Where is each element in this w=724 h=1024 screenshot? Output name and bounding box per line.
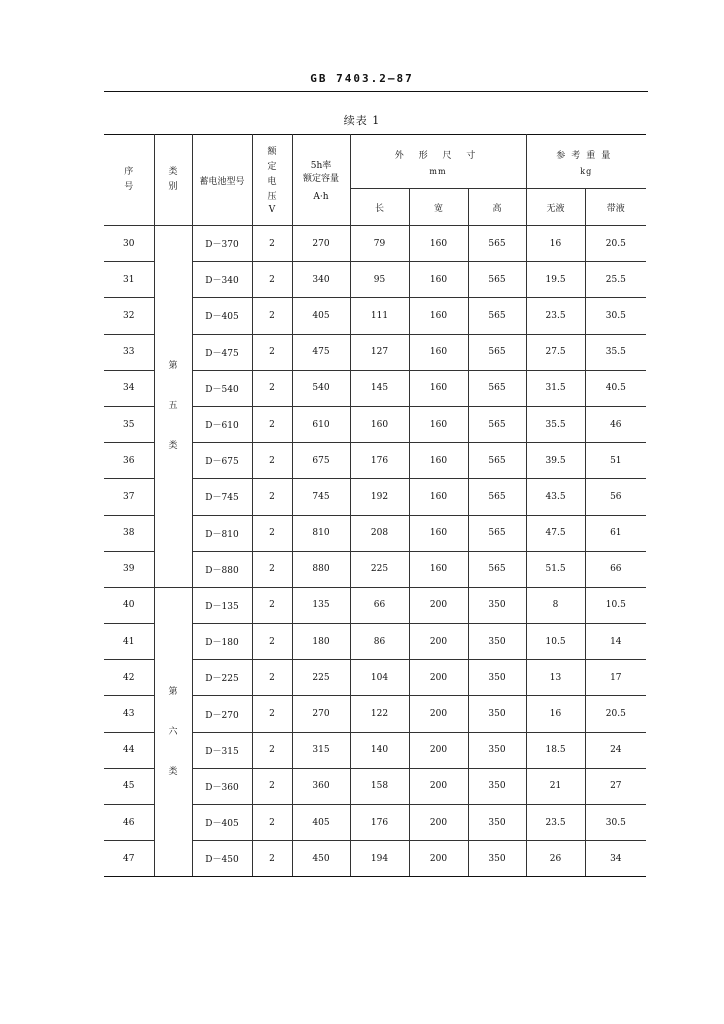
seq-cell: 34 xyxy=(104,370,154,406)
model-cell: D－540 xyxy=(192,370,252,406)
header-weight-unit: kg xyxy=(580,166,593,176)
capacity-cell: 810 xyxy=(292,515,350,551)
seq-cell: 37 xyxy=(104,479,154,515)
height-cell: 565 xyxy=(468,406,526,442)
dry-weight-cell: 13 xyxy=(526,660,585,696)
seq-cell: 39 xyxy=(104,551,154,587)
table-body xyxy=(104,226,646,877)
seq-cell: 31 xyxy=(104,262,154,298)
length-cell: 192 xyxy=(350,479,409,515)
model-cell: D－315 xyxy=(192,732,252,768)
voltage-cell: 2 xyxy=(252,226,292,262)
height-cell: 565 xyxy=(468,551,526,587)
category-label: 第五类 xyxy=(168,361,178,452)
voltage-cell: 2 xyxy=(252,515,292,551)
model-cell: D－675 xyxy=(192,443,252,479)
dry-weight-cell: 23.5 xyxy=(526,805,585,841)
width-cell: 160 xyxy=(409,334,468,370)
capacity-cell: 360 xyxy=(292,768,350,804)
seq-cell: 47 xyxy=(104,841,154,877)
capacity-cell: 270 xyxy=(292,696,350,732)
header-dimensions xyxy=(350,135,526,189)
model-cell: D－810 xyxy=(192,515,252,551)
length-cell: 160 xyxy=(350,406,409,442)
wet-weight-cell: 61 xyxy=(585,515,646,551)
wet-weight-cell: 27 xyxy=(585,768,646,804)
voltage-cell: 2 xyxy=(252,841,292,877)
voltage-cell: 2 xyxy=(252,805,292,841)
height-cell: 565 xyxy=(468,226,526,262)
length-cell: 95 xyxy=(350,262,409,298)
wet-weight-cell: 30.5 xyxy=(585,298,646,334)
length-cell: 86 xyxy=(350,624,409,660)
wet-weight-cell: 14 xyxy=(585,624,646,660)
seq-cell: 43 xyxy=(104,696,154,732)
wet-weight-cell: 35.5 xyxy=(585,334,646,370)
header-seq-label: 序号 xyxy=(124,167,134,192)
width-cell: 160 xyxy=(409,515,468,551)
capacity-cell: 340 xyxy=(292,262,350,298)
header-dimensions-unit: mm xyxy=(429,166,447,176)
header-dry-weight: 无液 xyxy=(526,189,585,226)
header-width: 宽 xyxy=(409,189,468,226)
width-cell: 160 xyxy=(409,443,468,479)
length-cell: 111 xyxy=(350,298,409,334)
seq-cell: 36 xyxy=(104,443,154,479)
height-cell: 350 xyxy=(468,768,526,804)
capacity-cell: 880 xyxy=(292,551,350,587)
dry-weight-cell: 21 xyxy=(526,768,585,804)
wet-weight-cell: 10.5 xyxy=(585,587,646,623)
capacity-cell: 405 xyxy=(292,805,350,841)
voltage-cell: 2 xyxy=(252,551,292,587)
wet-weight-cell: 34 xyxy=(585,841,646,877)
height-cell: 565 xyxy=(468,479,526,515)
model-cell: D－610 xyxy=(192,406,252,442)
wet-weight-cell: 24 xyxy=(585,732,646,768)
height-cell: 565 xyxy=(468,370,526,406)
seq-cell: 32 xyxy=(104,298,154,334)
voltage-cell: 2 xyxy=(252,334,292,370)
voltage-cell: 2 xyxy=(252,660,292,696)
model-cell: D－225 xyxy=(192,660,252,696)
model-cell: D－370 xyxy=(192,226,252,262)
dry-weight-cell: 18.5 xyxy=(526,732,585,768)
height-cell: 565 xyxy=(468,443,526,479)
seq-cell: 35 xyxy=(104,406,154,442)
table-row xyxy=(104,226,646,262)
voltage-cell: 2 xyxy=(252,696,292,732)
length-cell: 158 xyxy=(350,768,409,804)
dry-weight-cell: 23.5 xyxy=(526,298,585,334)
capacity-cell: 675 xyxy=(292,443,350,479)
voltage-cell: 2 xyxy=(252,587,292,623)
table-row xyxy=(104,587,646,623)
length-cell: 145 xyxy=(350,370,409,406)
dry-weight-cell: 16 xyxy=(526,226,585,262)
capacity-cell: 270 xyxy=(292,226,350,262)
wet-weight-cell: 25.5 xyxy=(585,262,646,298)
header-category xyxy=(154,135,192,226)
model-cell: D－450 xyxy=(192,841,252,877)
category-label: 第六类 xyxy=(168,687,178,778)
wet-weight-cell: 17 xyxy=(585,660,646,696)
model-cell: D－405 xyxy=(192,298,252,334)
height-cell: 350 xyxy=(468,732,526,768)
dry-weight-cell: 10.5 xyxy=(526,624,585,660)
model-cell: D－475 xyxy=(192,334,252,370)
model-cell: D－745 xyxy=(192,479,252,515)
header-capacity-unit: A·h xyxy=(313,192,329,202)
length-cell: 66 xyxy=(350,587,409,623)
header-capacity xyxy=(292,135,350,226)
length-cell: 79 xyxy=(350,226,409,262)
battery-spec-table xyxy=(104,134,646,877)
dry-weight-cell: 35.5 xyxy=(526,406,585,442)
wet-weight-cell: 20.5 xyxy=(585,226,646,262)
header-voltage xyxy=(252,135,292,226)
header-category-label: 类别 xyxy=(168,167,178,192)
width-cell: 160 xyxy=(409,262,468,298)
wet-weight-cell: 51 xyxy=(585,443,646,479)
header-seq xyxy=(104,135,154,226)
capacity-cell: 135 xyxy=(292,587,350,623)
dry-weight-cell: 39.5 xyxy=(526,443,585,479)
table-continued-caption: 续表 1 xyxy=(343,114,381,127)
model-cell: D－360 xyxy=(192,768,252,804)
capacity-cell: 315 xyxy=(292,732,350,768)
seq-cell: 46 xyxy=(104,805,154,841)
wet-weight-cell: 30.5 xyxy=(585,805,646,841)
capacity-cell: 225 xyxy=(292,660,350,696)
width-cell: 200 xyxy=(409,805,468,841)
header-length: 长 xyxy=(350,189,409,226)
dry-weight-cell: 8 xyxy=(526,587,585,623)
height-cell: 350 xyxy=(468,660,526,696)
width-cell: 200 xyxy=(409,660,468,696)
width-cell: 200 xyxy=(409,587,468,623)
height-cell: 565 xyxy=(468,262,526,298)
dry-weight-cell: 51.5 xyxy=(526,551,585,587)
voltage-cell: 2 xyxy=(252,479,292,515)
model-cell: D－880 xyxy=(192,551,252,587)
header-wet-weight: 带液 xyxy=(585,189,646,226)
header-voltage-label: 额定电压 xyxy=(267,147,277,202)
voltage-cell: 2 xyxy=(252,406,292,442)
dry-weight-cell: 43.5 xyxy=(526,479,585,515)
height-cell: 565 xyxy=(468,515,526,551)
header-capacity-line1: 5h率 xyxy=(310,161,332,171)
wet-weight-cell: 66 xyxy=(585,551,646,587)
seq-cell: 42 xyxy=(104,660,154,696)
voltage-cell: 2 xyxy=(252,624,292,660)
wet-weight-cell: 20.5 xyxy=(585,696,646,732)
width-cell: 200 xyxy=(409,768,468,804)
category-cell xyxy=(154,587,192,877)
height-cell: 565 xyxy=(468,334,526,370)
width-cell: 160 xyxy=(409,298,468,334)
dry-weight-cell: 31.5 xyxy=(526,370,585,406)
height-cell: 350 xyxy=(468,587,526,623)
dry-weight-cell: 47.5 xyxy=(526,515,585,551)
width-cell: 160 xyxy=(409,479,468,515)
header-height: 高 xyxy=(468,189,526,226)
seq-cell: 44 xyxy=(104,732,154,768)
width-cell: 200 xyxy=(409,732,468,768)
width-cell: 200 xyxy=(409,624,468,660)
height-cell: 350 xyxy=(468,805,526,841)
voltage-cell: 2 xyxy=(252,443,292,479)
voltage-cell: 2 xyxy=(252,262,292,298)
dry-weight-cell: 19.5 xyxy=(526,262,585,298)
dry-weight-cell: 27.5 xyxy=(526,334,585,370)
capacity-cell: 405 xyxy=(292,298,350,334)
height-cell: 350 xyxy=(468,696,526,732)
model-cell: D－270 xyxy=(192,696,252,732)
model-cell: D－340 xyxy=(192,262,252,298)
category-cell xyxy=(154,226,192,588)
length-cell: 127 xyxy=(350,334,409,370)
length-cell: 140 xyxy=(350,732,409,768)
wet-weight-cell: 46 xyxy=(585,406,646,442)
length-cell: 225 xyxy=(350,551,409,587)
model-cell: D－135 xyxy=(192,587,252,623)
voltage-cell: 2 xyxy=(252,298,292,334)
width-cell: 200 xyxy=(409,841,468,877)
height-cell: 350 xyxy=(468,841,526,877)
capacity-cell: 540 xyxy=(292,370,350,406)
header-dimensions-label: 外 形 尺 寸 xyxy=(394,150,482,161)
length-cell: 122 xyxy=(350,696,409,732)
wet-weight-cell: 40.5 xyxy=(585,370,646,406)
capacity-cell: 745 xyxy=(292,479,350,515)
header-capacity-line2: 额定容量 xyxy=(302,174,339,184)
seq-cell: 41 xyxy=(104,624,154,660)
width-cell: 160 xyxy=(409,551,468,587)
dry-weight-cell: 26 xyxy=(526,841,585,877)
length-cell: 176 xyxy=(350,805,409,841)
header-weight-label: 参考重量 xyxy=(556,150,617,161)
voltage-cell: 2 xyxy=(252,768,292,804)
width-cell: 160 xyxy=(409,406,468,442)
height-cell: 350 xyxy=(468,624,526,660)
length-cell: 176 xyxy=(350,443,409,479)
header-model xyxy=(192,135,252,226)
seq-cell: 45 xyxy=(104,768,154,804)
voltage-cell: 2 xyxy=(252,732,292,768)
length-cell: 194 xyxy=(350,841,409,877)
seq-cell: 30 xyxy=(104,226,154,262)
capacity-cell: 475 xyxy=(292,334,350,370)
header-voltage-unit: V xyxy=(268,205,276,215)
header-model-label: 蓄电池型号 xyxy=(199,176,245,187)
seq-cell: 38 xyxy=(104,515,154,551)
model-cell: D－180 xyxy=(192,624,252,660)
height-cell: 565 xyxy=(468,298,526,334)
capacity-cell: 610 xyxy=(292,406,350,442)
dry-weight-cell: 16 xyxy=(526,696,585,732)
voltage-cell: 2 xyxy=(252,370,292,406)
width-cell: 160 xyxy=(409,226,468,262)
length-cell: 104 xyxy=(350,660,409,696)
length-cell: 208 xyxy=(350,515,409,551)
header-rule xyxy=(104,91,648,92)
header-weight xyxy=(526,135,646,189)
document-standard-number: GB 7403.2—87 xyxy=(310,72,414,85)
width-cell: 200 xyxy=(409,696,468,732)
width-cell: 160 xyxy=(409,370,468,406)
capacity-cell: 450 xyxy=(292,841,350,877)
seq-cell: 40 xyxy=(104,587,154,623)
model-cell: D－405 xyxy=(192,805,252,841)
capacity-cell: 180 xyxy=(292,624,350,660)
seq-cell: 33 xyxy=(104,334,154,370)
wet-weight-cell: 56 xyxy=(585,479,646,515)
